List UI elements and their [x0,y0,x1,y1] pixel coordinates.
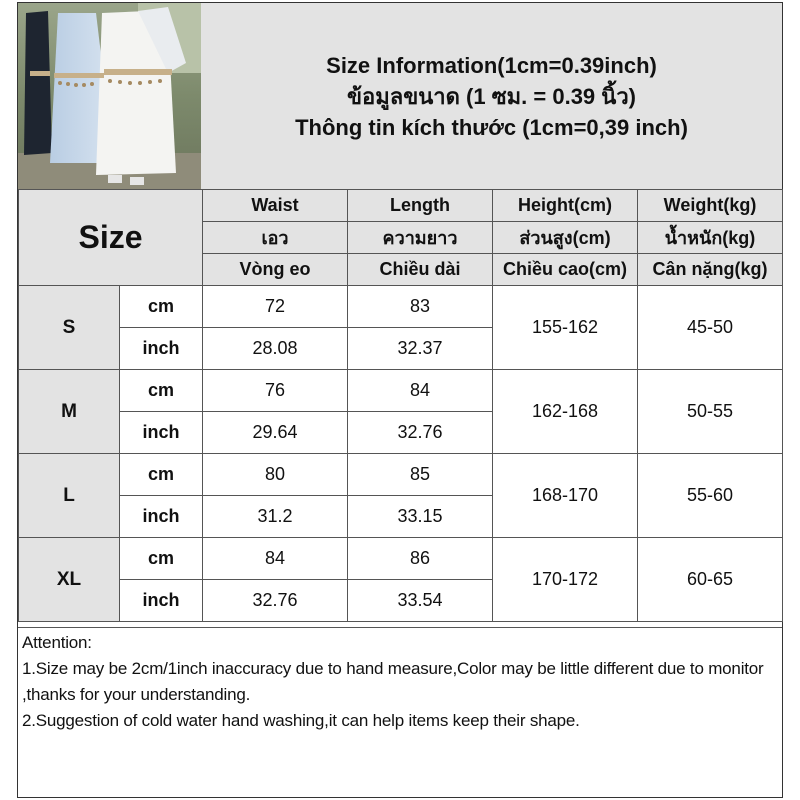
column-header-weight: Weight(kg) [638,190,783,222]
size-label: M [19,370,120,454]
length-value: 84 [348,370,493,412]
size-info-header [201,3,782,189]
length-value: 86 [348,538,493,580]
waist-value: 32.76 [203,580,348,622]
waist-value: 31.2 [203,496,348,538]
height-value: 168-170 [493,454,638,538]
size-chart-table [18,189,783,622]
unit-label: cm [120,454,203,496]
unit-label: cm [120,370,203,412]
unit-label: inch [120,412,203,454]
weight-value: 60-65 [638,538,783,622]
skirt-photo-image [18,3,201,189]
size-label: XL [19,538,120,622]
header-row-english [19,190,783,222]
column-header-waist-thai: เอว [203,222,348,254]
unit-label: inch [120,580,203,622]
size-corner-label: Size [19,190,203,286]
column-header-length: Length [348,190,493,222]
attention-notes [18,627,782,797]
table-row [19,454,783,496]
weight-value: 50-55 [638,370,783,454]
length-value: 33.54 [348,580,493,622]
unit-label: inch [120,328,203,370]
column-header-height-vietnamese: Chiều cao(cm) [493,254,638,286]
size-label: S [19,286,120,370]
unit-label: inch [120,496,203,538]
table-row [19,370,783,412]
unit-label: cm [120,286,203,328]
column-header-waist: Waist [203,190,348,222]
height-value: 155-162 [493,286,638,370]
header-title-thai: ข้อมูลขนาด (1 ซม. = 0.39 นิ้ว) [346,83,636,109]
length-value: 32.37 [348,328,493,370]
column-header-height-thai: ส่วนสูง(cm) [493,222,638,254]
waist-value: 29.64 [203,412,348,454]
waist-value: 28.08 [203,328,348,370]
table-row [19,286,783,328]
table-row [19,538,783,580]
weight-value: 45-50 [638,286,783,370]
column-header-height: Height(cm) [493,190,638,222]
column-header-waist-vietnamese: Vòng eo [203,254,348,286]
header-title-english: Size Information(1cm=0.39inch) [326,52,657,78]
size-label: L [19,454,120,538]
length-value: 33.15 [348,496,493,538]
column-header-length-vietnamese: Chiều dài [348,254,493,286]
height-value: 170-172 [493,538,638,622]
length-value: 83 [348,286,493,328]
waist-value: 76 [203,370,348,412]
column-header-length-thai: ความยาว [348,222,493,254]
waist-value: 72 [203,286,348,328]
column-header-weight-thai: น้ำหนัก(kg) [638,222,783,254]
length-value: 85 [348,454,493,496]
product-photo [18,3,201,189]
column-header-weight-vietnamese: Cân nặng(kg) [638,254,783,286]
notes-title: Attention: [22,633,92,652]
header-title-vietnamese: Thông tin kích thước (1cm=0,39 inch) [295,114,688,140]
length-value: 32.76 [348,412,493,454]
height-value: 162-168 [493,370,638,454]
notes-line-1: 1.Size may be 2cm/1inch inaccuracy due to hand measure,Color may be little different due to monitor ,thanks for your understanding. [22,659,769,704]
waist-value: 84 [203,538,348,580]
notes-line-2: 2.Suggestion of cold water hand washing,it can help items keep their shape. [22,711,580,730]
waist-value: 80 [203,454,348,496]
unit-label: cm [120,538,203,580]
weight-value: 55-60 [638,454,783,538]
